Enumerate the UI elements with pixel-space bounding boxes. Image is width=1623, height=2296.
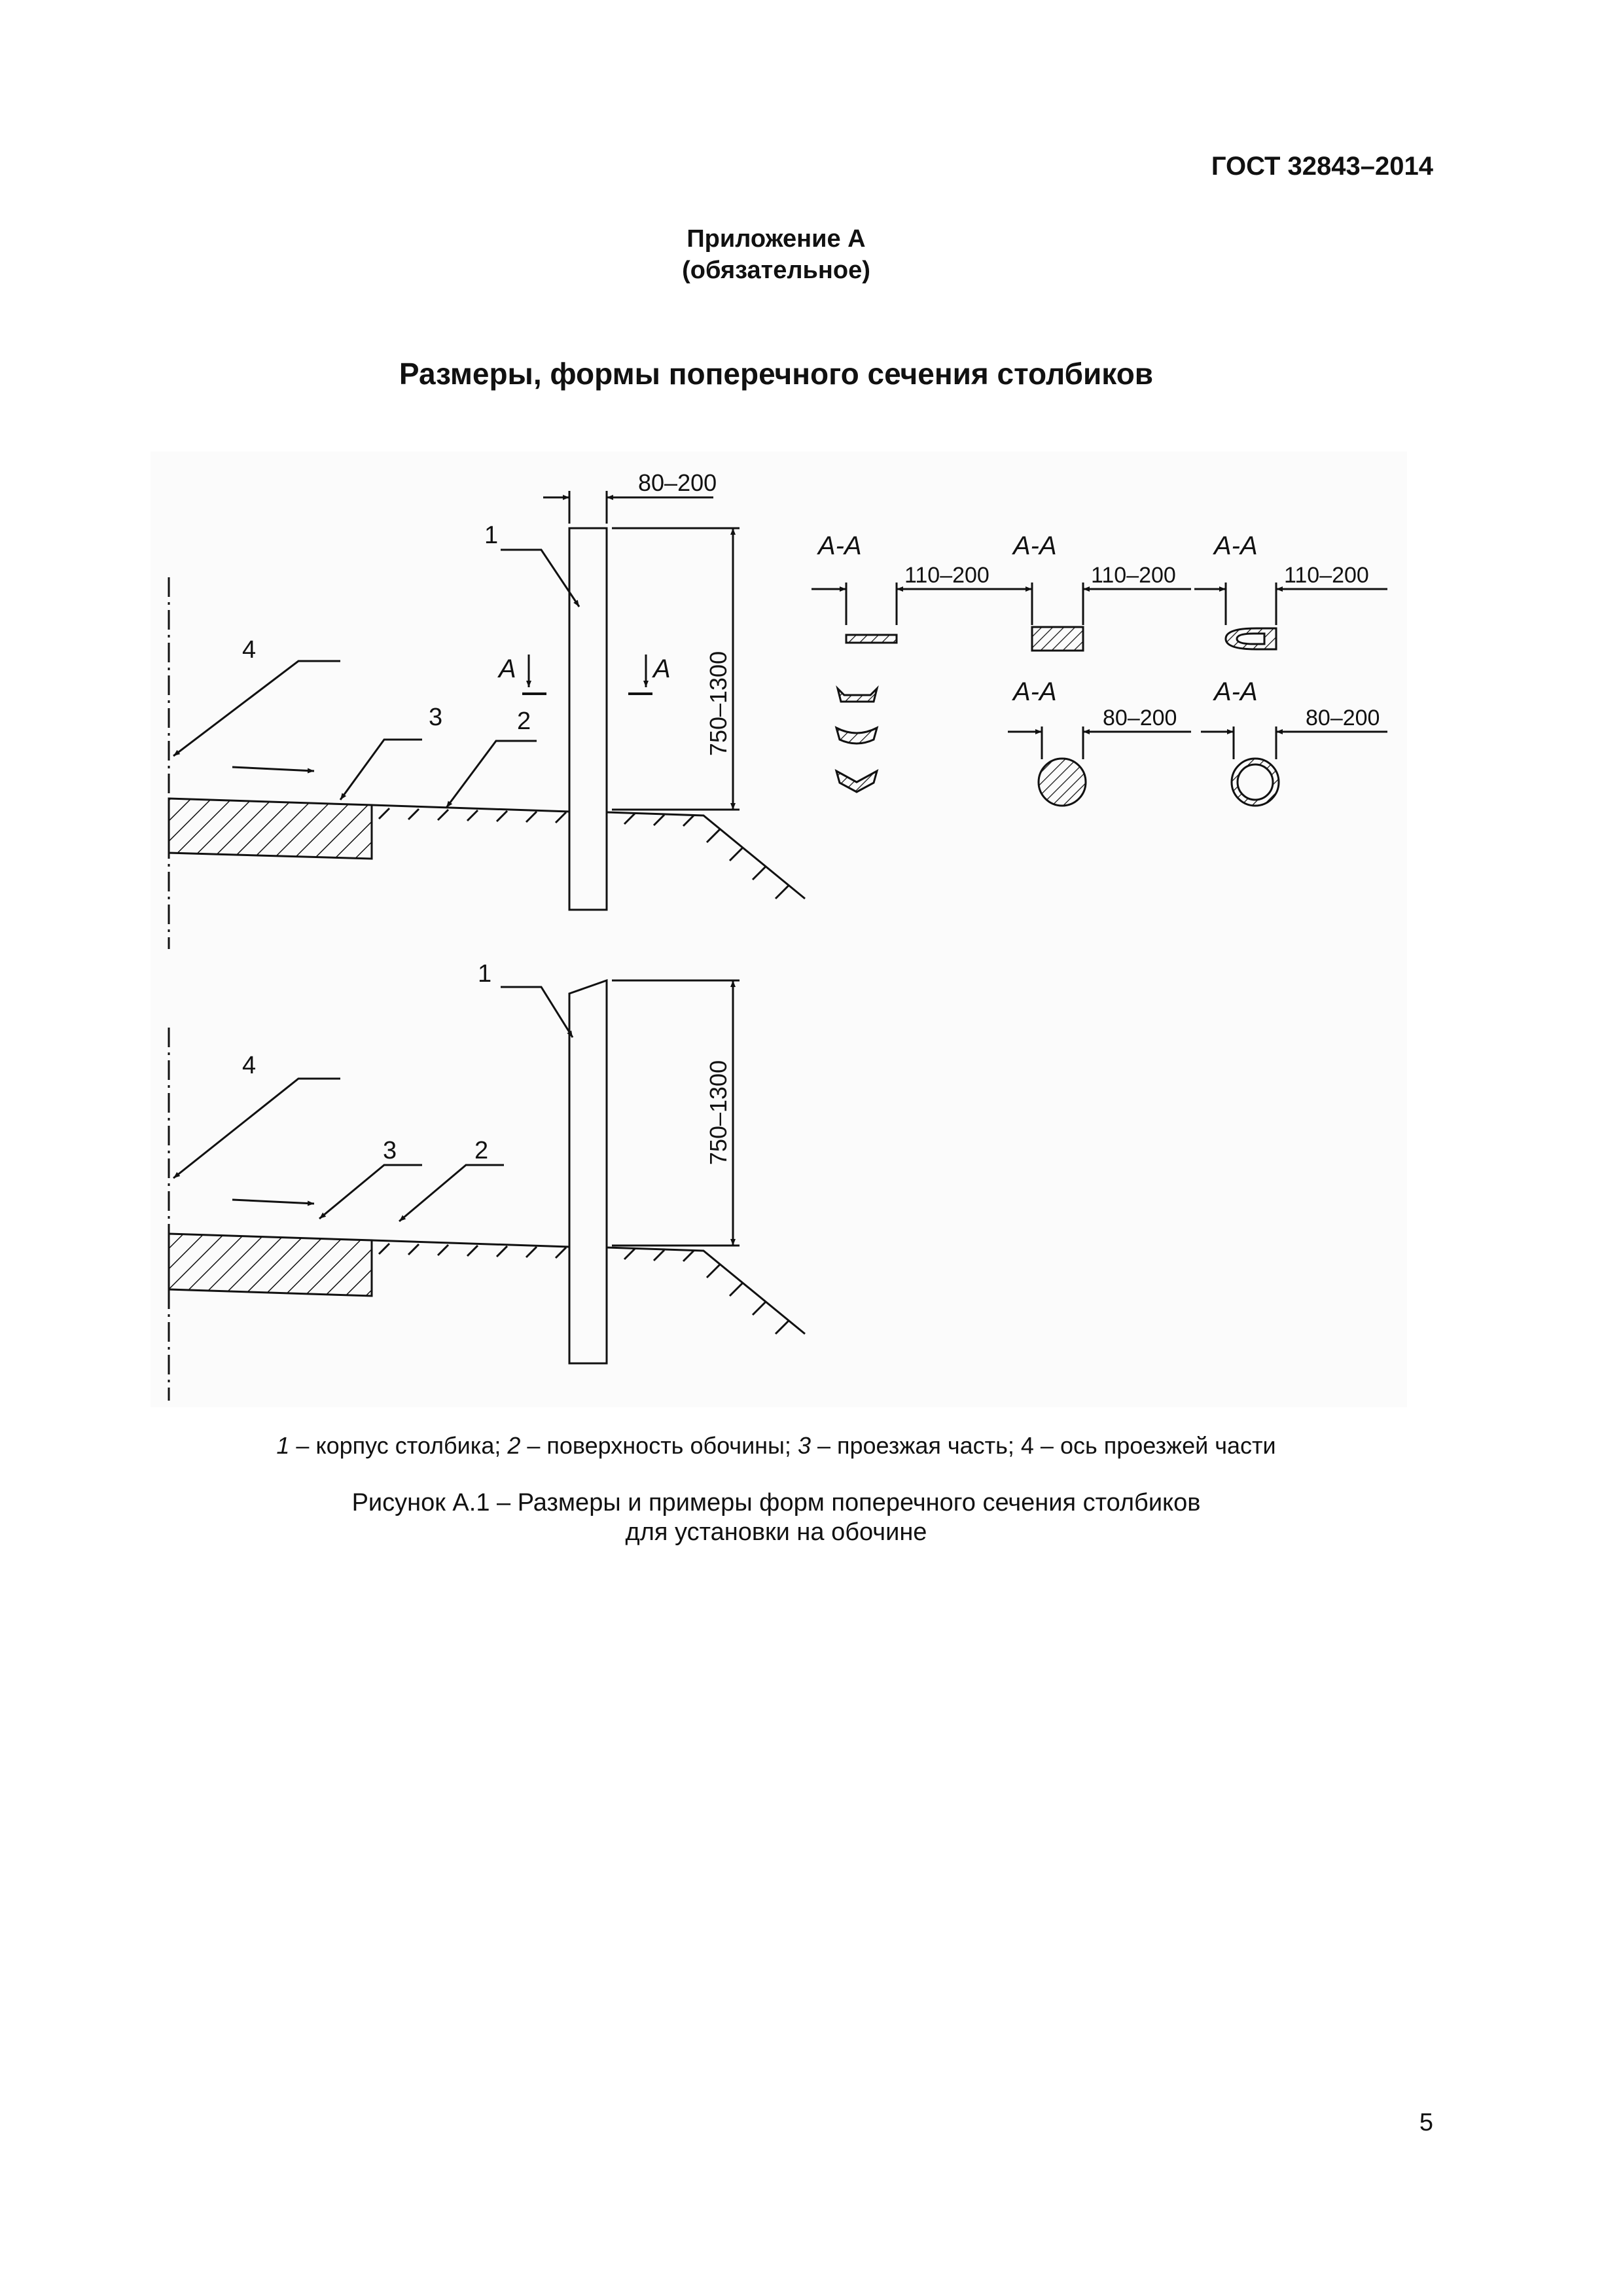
section-rectangular <box>1032 627 1083 651</box>
dim-post-width: 80–200 <box>638 469 717 496</box>
section-label-5: А-А <box>1214 677 1258 706</box>
figure-drawing <box>151 452 1407 1407</box>
dim-section-3: 110–200 <box>1284 563 1369 588</box>
legend-text-2: – поверхность обочины; <box>520 1432 798 1459</box>
section-label-2: А-А <box>1013 531 1057 560</box>
figure-caption-line-1: Рисунок А.1 – Размеры и примеры форм поперечного сечения столбиков <box>351 1489 1201 1516</box>
section-marker-right: А <box>653 655 671 683</box>
figure-legend <box>0 1432 1552 1460</box>
dim-post-height-top: 750–1300 <box>705 651 732 757</box>
section-title: Размеры, формы поперечного сечения столбиков <box>399 357 1154 391</box>
legend-text-3: – проезжая часть; 4 – ось проезжей части <box>810 1432 1276 1459</box>
dim-section-5: 80–200 <box>1306 706 1380 730</box>
legend-num-1: 1 <box>276 1432 290 1459</box>
page-number: 5 <box>1419 2109 1433 2136</box>
dim-section-1: 110–200 <box>904 563 990 588</box>
callout-4-bottom: 4 <box>242 1052 257 1079</box>
carriageway-block <box>169 798 372 859</box>
section-label-1: А-А <box>818 531 862 560</box>
section-round-solid <box>1039 759 1086 806</box>
dim-section-2: 110–200 <box>1091 563 1176 588</box>
section-marker-left: А <box>499 655 516 683</box>
carriageway-block-bottom <box>169 1234 372 1296</box>
callout-3-bottom: 3 <box>383 1137 397 1164</box>
document-code: ГОСТ 32843–2014 <box>1211 152 1433 181</box>
legend-num-2: 2 <box>507 1432 521 1459</box>
section-label-4: А-А <box>1013 677 1057 706</box>
dim-post-height-bottom: 750–1300 <box>705 1060 732 1166</box>
figure-caption-line-2: для установки на обочине <box>625 1518 927 1546</box>
callout-3-top: 3 <box>429 704 443 731</box>
legend-num-3: 3 <box>797 1432 811 1459</box>
section-label-3: А-А <box>1214 531 1258 560</box>
dim-section-4: 80–200 <box>1103 706 1177 730</box>
callout-1-bottom: 1 <box>478 960 492 988</box>
callout-2-bottom: 2 <box>474 1137 489 1164</box>
callout-2-top: 2 <box>517 708 531 735</box>
legend-text-1: – корпус столбика; <box>289 1432 508 1459</box>
section-flat-bar <box>846 635 897 643</box>
callout-1-top: 1 <box>484 522 499 549</box>
appendix-status: (обязательное) <box>682 257 870 284</box>
post-body <box>569 528 607 910</box>
post-body-bevelled <box>569 980 607 1363</box>
callout-4-top: 4 <box>242 636 257 664</box>
appendix-title: Приложение А <box>687 225 866 253</box>
